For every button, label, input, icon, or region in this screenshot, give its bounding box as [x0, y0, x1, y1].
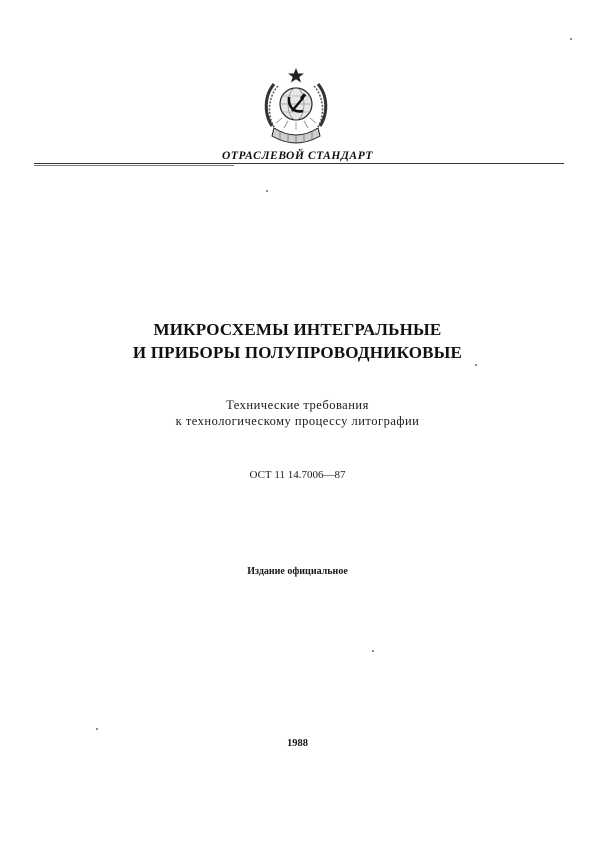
- scan-speck: [96, 728, 98, 730]
- subtitle-line-2: к технологическому процессу литографии: [175, 414, 420, 428]
- document-subtitle: [0, 397, 595, 429]
- ussr-state-emblem-icon: [258, 66, 334, 146]
- publication-year: 1988: [287, 738, 308, 749]
- document-title: [0, 318, 595, 364]
- edition-note: Издание официальное: [247, 566, 348, 577]
- subtitle-line-1: Технические требования: [226, 398, 369, 412]
- title-line-2: И ПРИБОРЫ ПОЛУПРОВОДНИКОВЫЕ: [132, 343, 463, 362]
- title-line-1: МИКРОСХЕМЫ ИНТЕГРАЛЬНЫЕ: [153, 320, 442, 339]
- scan-speck: [266, 190, 268, 192]
- scan-speck: [475, 364, 477, 366]
- header-divider-shadow: [34, 165, 234, 166]
- scan-speck: [372, 650, 374, 652]
- scan-speck: [570, 38, 572, 40]
- document-number: ОСТ 11 14.7006—87: [249, 469, 346, 481]
- header-divider: [34, 163, 564, 164]
- standard-type-label: ОТРАСЛЕВОЙ СТАНДАРТ: [222, 150, 373, 162]
